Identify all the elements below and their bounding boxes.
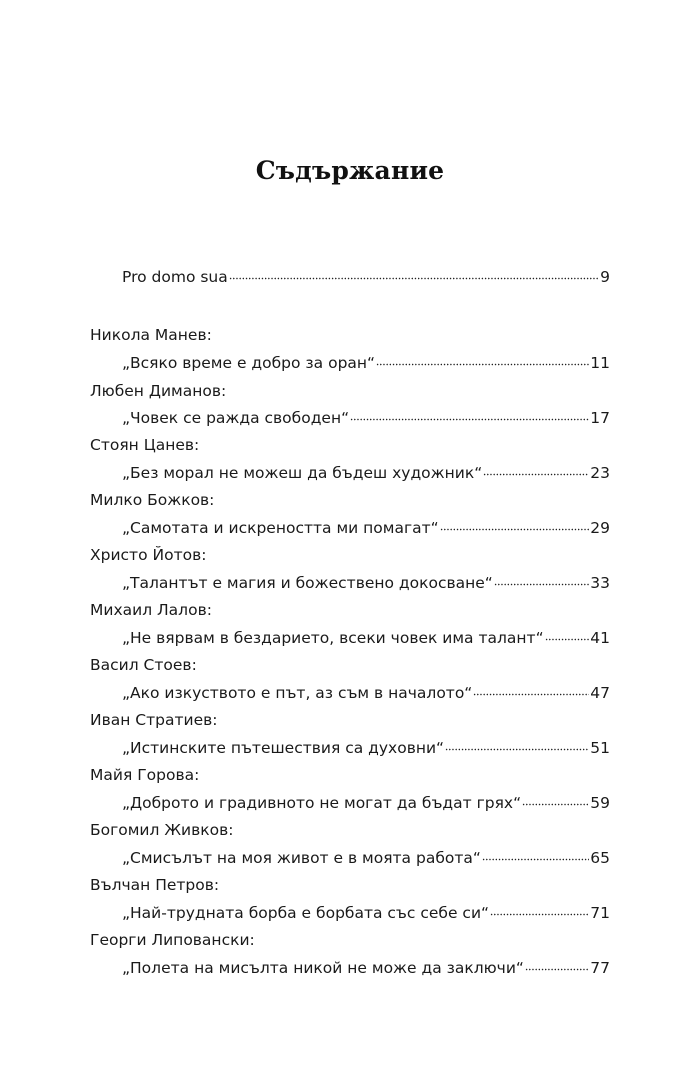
dot-leader [525, 957, 589, 973]
dot-leader [376, 352, 589, 368]
toc-entry-line [122, 572, 610, 592]
toc-entry-line [122, 682, 610, 702]
toc-author: Васил Стоев: [90, 656, 197, 674]
dot-leader [229, 266, 599, 282]
dot-leader [522, 792, 589, 808]
toc-page-number: 77 [590, 958, 610, 977]
toc-author: Майя Горова: [90, 766, 200, 784]
toc-quote: „Всяко време е добро за оран“ [122, 353, 376, 372]
toc-entry-line [122, 957, 610, 977]
dot-leader [494, 572, 589, 588]
toc-page-number: 23 [590, 463, 610, 482]
dot-leader [482, 847, 589, 863]
toc-author: Милко Божков: [90, 491, 215, 509]
toc-page-number: 51 [590, 738, 610, 757]
toc-quote: „Ако изкуството е път, аз съм в началото“ [122, 683, 473, 702]
toc-page-number: 17 [590, 408, 610, 427]
toc-page-number: 29 [590, 518, 610, 537]
toc-entry-line [122, 792, 610, 812]
page-title: Съдържание [255, 156, 445, 185]
toc-quote: „Талантът е магия и божествено докосване“ [122, 573, 493, 592]
toc-entry-line [122, 902, 610, 922]
toc-quote: „Човек се ражда свободен“ [122, 408, 350, 427]
toc-entry-line [122, 627, 610, 647]
toc-page-number: 59 [590, 793, 610, 812]
toc-entry-line [122, 407, 610, 427]
dot-leader [350, 407, 589, 423]
dot-leader [545, 627, 590, 643]
toc-author: Георги Липовански: [90, 931, 255, 949]
toc-author: Любен Диманов: [90, 382, 227, 400]
toc-entry-line [122, 847, 610, 867]
dot-leader [490, 902, 589, 918]
toc-quote: „Смисълът на моя живот е в моята работа“ [122, 848, 481, 867]
toc-entry-line [122, 737, 610, 757]
toc-page-number: 9 [600, 267, 610, 286]
toc-page-number: 65 [590, 848, 610, 867]
toc-author: Христо Йотов: [90, 546, 207, 564]
toc-author: Богомил Живков: [90, 821, 234, 839]
toc-page-number: 41 [590, 628, 610, 647]
toc-quote: „Най-трудната борба е борбата със себе си“ [122, 903, 490, 922]
toc-preface-line [122, 266, 610, 286]
toc-author: Никола Манев: [90, 326, 212, 344]
toc-page-number: 11 [590, 353, 610, 372]
toc-quote: „Полета на мисълта никой не може да заключи“ [122, 958, 524, 977]
toc-quote: „Истинските пътешествия са духовни“ [122, 738, 445, 757]
dot-leader [473, 682, 589, 698]
toc-author: Стоян Цанев: [90, 436, 200, 454]
toc-entry-line [122, 517, 610, 537]
toc-page-number: 33 [590, 573, 610, 592]
toc-quote: „Самотата и искреността ми помагат“ [122, 518, 439, 537]
toc-page-number: 47 [590, 683, 610, 702]
toc-entry-line [122, 352, 610, 372]
toc-page-number: 71 [590, 903, 610, 922]
toc-preface-text: Pro domo sua [122, 267, 228, 286]
dot-leader [440, 517, 590, 533]
toc-author: Вълчан Петров: [90, 876, 220, 894]
toc-quote: „Не вярвам в бездарието, всеки човек има талант“ [122, 628, 544, 647]
toc-entry-line [122, 462, 610, 482]
toc-quote: „Доброто и градивното не могат да бъдат грях“ [122, 793, 522, 812]
toc-author: Иван Стратиев: [90, 711, 218, 729]
toc-quote: „Без морал не можеш да бъдеш художник“ [122, 463, 483, 482]
dot-leader [445, 737, 589, 753]
toc-author: Михаил Лалов: [90, 601, 212, 619]
dot-leader [483, 462, 589, 478]
